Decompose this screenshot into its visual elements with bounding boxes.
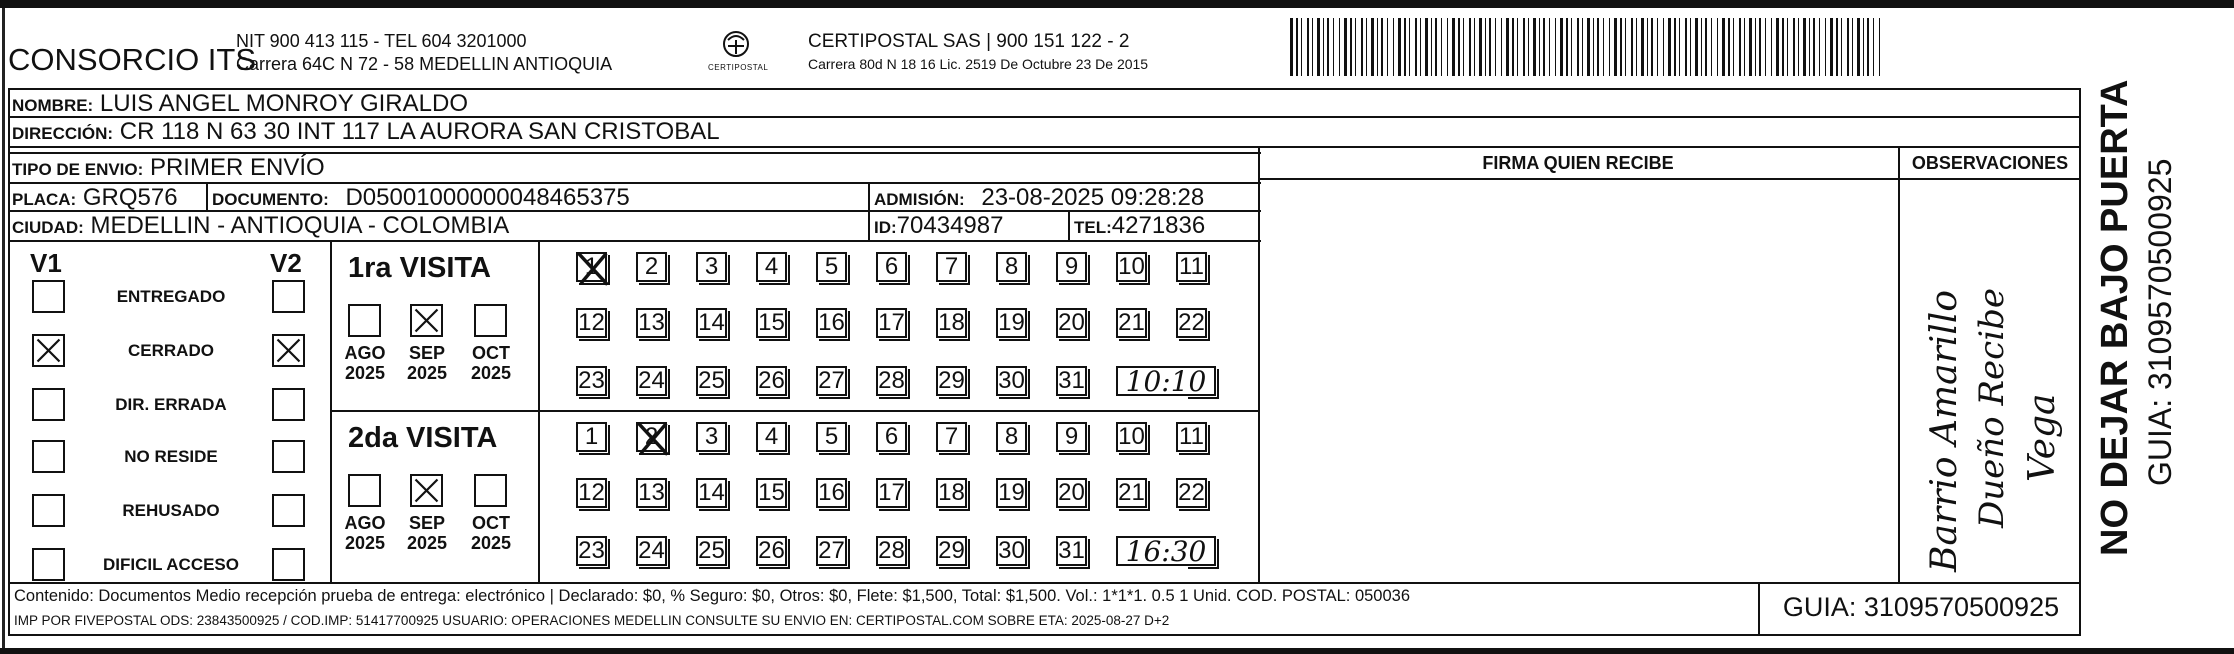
day-number: 30 <box>998 537 1025 564</box>
day-number: 27 <box>818 537 845 564</box>
visit-divider <box>330 410 1260 412</box>
year-label: 2025 <box>470 533 512 553</box>
day-box[interactable] <box>636 478 667 508</box>
carrier-address: Carrera 80d N 18 16 Lic. 2519 De Octubre 23 De 2015 <box>808 56 1149 72</box>
year-label: 2025 <box>344 533 386 553</box>
v2-checkbox[interactable] <box>272 388 305 421</box>
barcode <box>1290 18 1885 76</box>
day-box[interactable] <box>996 536 1027 566</box>
day-number: 14 <box>698 309 725 336</box>
day-number: 11 <box>1179 253 1204 280</box>
status-label: DIFICIL ACCESO <box>102 555 239 574</box>
day-number: 28 <box>878 537 905 564</box>
v2-checkbox[interactable] <box>272 494 305 527</box>
day-box[interactable] <box>816 366 847 396</box>
day-number: 22 <box>1178 309 1205 336</box>
v2-checkbox[interactable] <box>272 280 305 313</box>
observations-header: OBSERVACIONES <box>1911 153 2069 173</box>
day-box[interactable] <box>756 478 787 508</box>
address-label: DIRECCIÓN: <box>12 124 114 143</box>
day-number: 8 <box>1004 253 1019 280</box>
day-number: 24 <box>638 367 665 394</box>
day-box[interactable] <box>1116 252 1147 282</box>
day-number: 23 <box>578 367 605 394</box>
day-box[interactable] <box>1176 308 1207 338</box>
year-label: 2025 <box>406 533 448 553</box>
city-label: CIUDAD: <box>12 218 84 237</box>
month-column-line <box>538 240 540 582</box>
logo-text: CERTIPOSTAL <box>708 63 769 72</box>
recipient-name: LUIS ANGEL MONROY GIRALDO <box>99 90 468 117</box>
year-label: 2025 <box>344 363 386 383</box>
document-number: D05001000000048465375 <box>345 184 630 211</box>
day-box[interactable] <box>936 252 967 282</box>
day-box[interactable] <box>696 366 727 396</box>
city-cell <box>12 214 509 238</box>
signature-header: FIRMA QUIEN RECIBE <box>1482 153 1674 173</box>
day-number: 26 <box>758 537 785 564</box>
v1-checkbox[interactable] <box>32 280 65 313</box>
day-box[interactable] <box>1116 422 1147 452</box>
plate-cell <box>12 186 178 210</box>
v2-checkbox[interactable] <box>272 334 305 367</box>
send-type-row <box>12 156 325 180</box>
day-box[interactable] <box>1176 478 1207 508</box>
footer-line <box>8 582 2081 584</box>
day-number: 29 <box>938 367 965 394</box>
day-box[interactable] <box>576 252 607 282</box>
day-number: 7 <box>944 253 959 280</box>
day-number: 4 <box>764 423 779 450</box>
column-header-line <box>1258 178 2081 180</box>
day-box[interactable] <box>936 308 967 338</box>
row-line <box>8 146 2081 148</box>
day-box[interactable] <box>876 308 907 338</box>
day-number: 12 <box>578 309 605 336</box>
visit-time-box[interactable]: 10:10 <box>1116 366 1216 396</box>
month-label: AGO <box>344 343 386 363</box>
v2-checkbox[interactable] <box>272 440 305 473</box>
day-number: 20 <box>1058 309 1085 336</box>
year-label: 2025 <box>470 363 512 383</box>
day-number: 21 <box>1118 309 1145 336</box>
month-checkbox[interactable] <box>410 474 443 507</box>
day-number: 25 <box>698 367 725 394</box>
day-box[interactable] <box>636 536 667 566</box>
month-label: AGO <box>344 513 386 533</box>
day-number: 17 <box>878 479 905 506</box>
footer-guide-line <box>1758 582 1760 636</box>
month-checkbox[interactable] <box>348 474 381 507</box>
side-guide-number: GUIA: 3109570500925 <box>2142 158 2178 486</box>
month-checkbox[interactable] <box>348 304 381 337</box>
day-number: 5 <box>824 423 839 450</box>
day-number: 10 <box>1118 423 1145 450</box>
certipostal-logo <box>706 28 769 78</box>
day-number: 3 <box>704 423 719 450</box>
day-box[interactable] <box>996 308 1027 338</box>
plate-label: PLACA: <box>12 190 77 209</box>
observations-handwriting <box>1910 182 2080 582</box>
footer-print-info: IMP POR FIVEPOSTAL ODS: 23843500925 / COD.IMP: 51417700925 USUARIO: OPERACIONES MEDELLIN CONSULTE SU ENVIO EN: CERTIPOSTAL.COM SOBRE ETA: 2025-08-27 D+2 <box>14 613 1170 628</box>
day-box[interactable] <box>576 422 607 452</box>
day-number: 18 <box>938 309 965 336</box>
day-number: 3 <box>704 253 719 280</box>
v1-checkbox[interactable] <box>32 548 65 581</box>
day-box[interactable] <box>696 478 727 508</box>
day-box[interactable] <box>1116 478 1147 508</box>
day-box[interactable] <box>1056 366 1087 396</box>
day-number: 1 <box>584 253 599 280</box>
bottom-border <box>0 648 2234 654</box>
day-box[interactable] <box>996 478 1027 508</box>
day-box[interactable] <box>1056 252 1087 282</box>
day-number: 15 <box>758 479 785 506</box>
month-label: SEP <box>408 343 446 363</box>
month-checkbox[interactable] <box>474 474 507 507</box>
month-label: SEP <box>408 513 446 533</box>
day-box[interactable] <box>936 366 967 396</box>
document-cell <box>212 186 630 210</box>
status-label: NO RESIDE <box>124 447 218 466</box>
tel-cell <box>1074 214 1205 238</box>
day-number: 2 <box>644 423 659 450</box>
day-box[interactable] <box>816 478 847 508</box>
day-number: 26 <box>758 367 785 394</box>
day-number: 20 <box>1058 479 1085 506</box>
day-number: 13 <box>638 479 665 506</box>
day-box[interactable] <box>1116 308 1147 338</box>
id-cell <box>874 214 1003 238</box>
name-row <box>12 92 468 116</box>
day-box[interactable] <box>696 536 727 566</box>
day-number: 15 <box>758 309 785 336</box>
handwriting-line-1: Barrio Amarillo <box>1924 290 1965 572</box>
visit-time-box[interactable]: 16:30 <box>1116 536 1216 566</box>
day-number: 21 <box>1118 479 1145 506</box>
day-box[interactable] <box>756 422 787 452</box>
tel-number: 4271836 <box>1111 212 1206 239</box>
day-box[interactable] <box>696 308 727 338</box>
day-box[interactable] <box>996 252 1027 282</box>
city: MEDELLIN - ANTIOQUIA - COLOMBIA <box>90 212 510 239</box>
day-box[interactable] <box>576 478 607 508</box>
day-box[interactable] <box>756 308 787 338</box>
day-number: 9 <box>1064 253 1079 280</box>
id-label: ID: <box>874 218 897 237</box>
handwriting-line-3: Vega <box>2022 393 2063 482</box>
day-number: 5 <box>824 253 839 280</box>
status-label: DIR. ERRADA <box>115 395 227 414</box>
day-number: 6 <box>884 253 899 280</box>
day-number: 27 <box>818 367 845 394</box>
day-box[interactable] <box>1056 478 1087 508</box>
status-column-line <box>330 240 332 582</box>
day-number: 6 <box>884 423 899 450</box>
day-box[interactable] <box>636 422 667 452</box>
month-checkbox[interactable] <box>410 304 443 337</box>
day-box[interactable] <box>636 366 667 396</box>
carrier-name: CERTIPOSTAL SAS | 900 151 122 - 2 <box>808 31 1130 52</box>
day-box[interactable] <box>636 308 667 338</box>
day-box[interactable] <box>756 366 787 396</box>
footer-content: Contenido: Documentos Medio recepción prueba de entrega: electrónico | Declarado: $0, % Seguro: $0, Otros: $0, Flete: $1,500, Total: $1,500. Vol.: 1*1*1. 0.5 1 Unid. COD. POSTAL: 050036 <box>14 587 1411 605</box>
send-type: PRIMER ENVÍO <box>149 154 325 181</box>
observations-column-line <box>1898 146 1900 582</box>
day-number: 14 <box>698 479 725 506</box>
day-box[interactable] <box>876 422 907 452</box>
day-number: 16 <box>818 479 845 506</box>
day-box[interactable] <box>996 422 1027 452</box>
company-address: Carrera 64C N 72 - 58 MEDELLIN ANTIOQUIA <box>236 54 613 74</box>
day-number: 22 <box>1178 479 1205 506</box>
v1-header: V1 <box>30 248 62 278</box>
signature-column-line <box>1258 146 1260 582</box>
day-box[interactable] <box>876 366 907 396</box>
day-number: 24 <box>638 537 665 564</box>
status-label: REHUSADO <box>122 501 220 520</box>
v1-checkbox[interactable] <box>32 388 65 421</box>
month-checkbox[interactable] <box>474 304 507 337</box>
day-number: 4 <box>764 253 779 280</box>
day-box[interactable] <box>696 422 727 452</box>
month-label: OCT <box>472 513 510 533</box>
footer-guide-number: GUIA: 3109570500925 <box>1782 592 2060 622</box>
day-box[interactable] <box>936 478 967 508</box>
admission-date: 23-08-2025 09:28:28 <box>981 184 1205 211</box>
left-border <box>2 8 5 654</box>
day-box[interactable] <box>1176 252 1207 282</box>
day-box[interactable] <box>996 366 1027 396</box>
cell-line <box>868 182 870 240</box>
day-box[interactable] <box>1056 308 1087 338</box>
v1-checkbox[interactable] <box>32 494 65 527</box>
day-number: 16 <box>818 309 845 336</box>
day-box[interactable] <box>1056 422 1087 452</box>
v1-checkbox[interactable] <box>32 334 65 367</box>
day-box[interactable] <box>576 536 607 566</box>
day-box[interactable] <box>756 536 787 566</box>
day-number: 1 <box>584 423 599 450</box>
day-box[interactable] <box>816 308 847 338</box>
admission-label: ADMISIÓN: <box>874 190 965 209</box>
day-number: 25 <box>698 537 725 564</box>
day-box[interactable] <box>696 252 727 282</box>
day-number: 23 <box>578 537 605 564</box>
day-box[interactable] <box>816 422 847 452</box>
day-box[interactable] <box>756 252 787 282</box>
day-number: 9 <box>1064 423 1079 450</box>
document-label: DOCUMENTO: <box>212 190 329 209</box>
day-number: 28 <box>878 367 905 394</box>
day-number: 8 <box>1004 423 1019 450</box>
send-type-label: TIPO DE ENVIO: <box>12 160 144 179</box>
company-name: CONSORCIO ITS <box>8 42 257 77</box>
day-number: 2 <box>644 253 659 280</box>
status-label: CERRADO <box>128 341 214 360</box>
admission-cell <box>874 186 1204 210</box>
status-label: ENTREGADO <box>116 287 226 306</box>
v2-header: V2 <box>270 248 302 278</box>
visit2-title: 2da VISITA <box>348 422 498 454</box>
year-label: 2025 <box>406 363 448 383</box>
day-number: 19 <box>998 479 1025 506</box>
recipient-address: CR 118 N 63 30 INT 117 LA AURORA SAN CRISTOBAL <box>119 118 720 145</box>
visit1-title: 1ra VISITA <box>348 252 491 284</box>
plate: GRQ576 <box>82 184 178 211</box>
day-box[interactable] <box>876 252 907 282</box>
day-box[interactable] <box>576 366 607 396</box>
company-nit: NIT 900 413 115 - TEL 604 3201000 <box>236 31 527 51</box>
day-box[interactable] <box>816 252 847 282</box>
day-box[interactable] <box>936 422 967 452</box>
day-box[interactable] <box>636 252 667 282</box>
day-number: 31 <box>1058 367 1085 394</box>
address-row <box>12 120 720 144</box>
tel-label: TEL: <box>1074 218 1112 237</box>
cell-line <box>206 182 208 212</box>
day-number: 29 <box>938 537 965 564</box>
day-number: 12 <box>578 479 605 506</box>
handwriting-line-2: Dueño Recibe <box>1972 288 2012 528</box>
day-number: 17 <box>878 309 905 336</box>
day-number: 30 <box>998 367 1025 394</box>
day-box[interactable] <box>576 308 607 338</box>
top-border <box>0 0 2234 8</box>
no-under-door-warning: NO DEJAR BAJO PUERTA <box>2094 79 2136 556</box>
day-box[interactable] <box>1176 422 1207 452</box>
v2-checkbox[interactable] <box>272 548 305 581</box>
day-box[interactable] <box>816 536 847 566</box>
day-number: 19 <box>998 309 1025 336</box>
day-box[interactable] <box>876 536 907 566</box>
day-box[interactable] <box>876 478 907 508</box>
month-label: OCT <box>472 343 510 363</box>
cell-line <box>1068 210 1070 240</box>
day-box[interactable] <box>1056 536 1087 566</box>
day-number: 7 <box>944 423 959 450</box>
v1-checkbox[interactable] <box>32 440 65 473</box>
name-label: NOMBRE: <box>12 96 94 115</box>
day-box[interactable] <box>936 536 967 566</box>
id-number: 70434987 <box>896 212 1004 239</box>
day-number: 10 <box>1118 253 1145 280</box>
row-line <box>8 240 1261 242</box>
day-number: 31 <box>1058 537 1085 564</box>
day-number: 18 <box>938 479 965 506</box>
day-number: 13 <box>638 309 665 336</box>
day-number: 11 <box>1179 423 1204 450</box>
